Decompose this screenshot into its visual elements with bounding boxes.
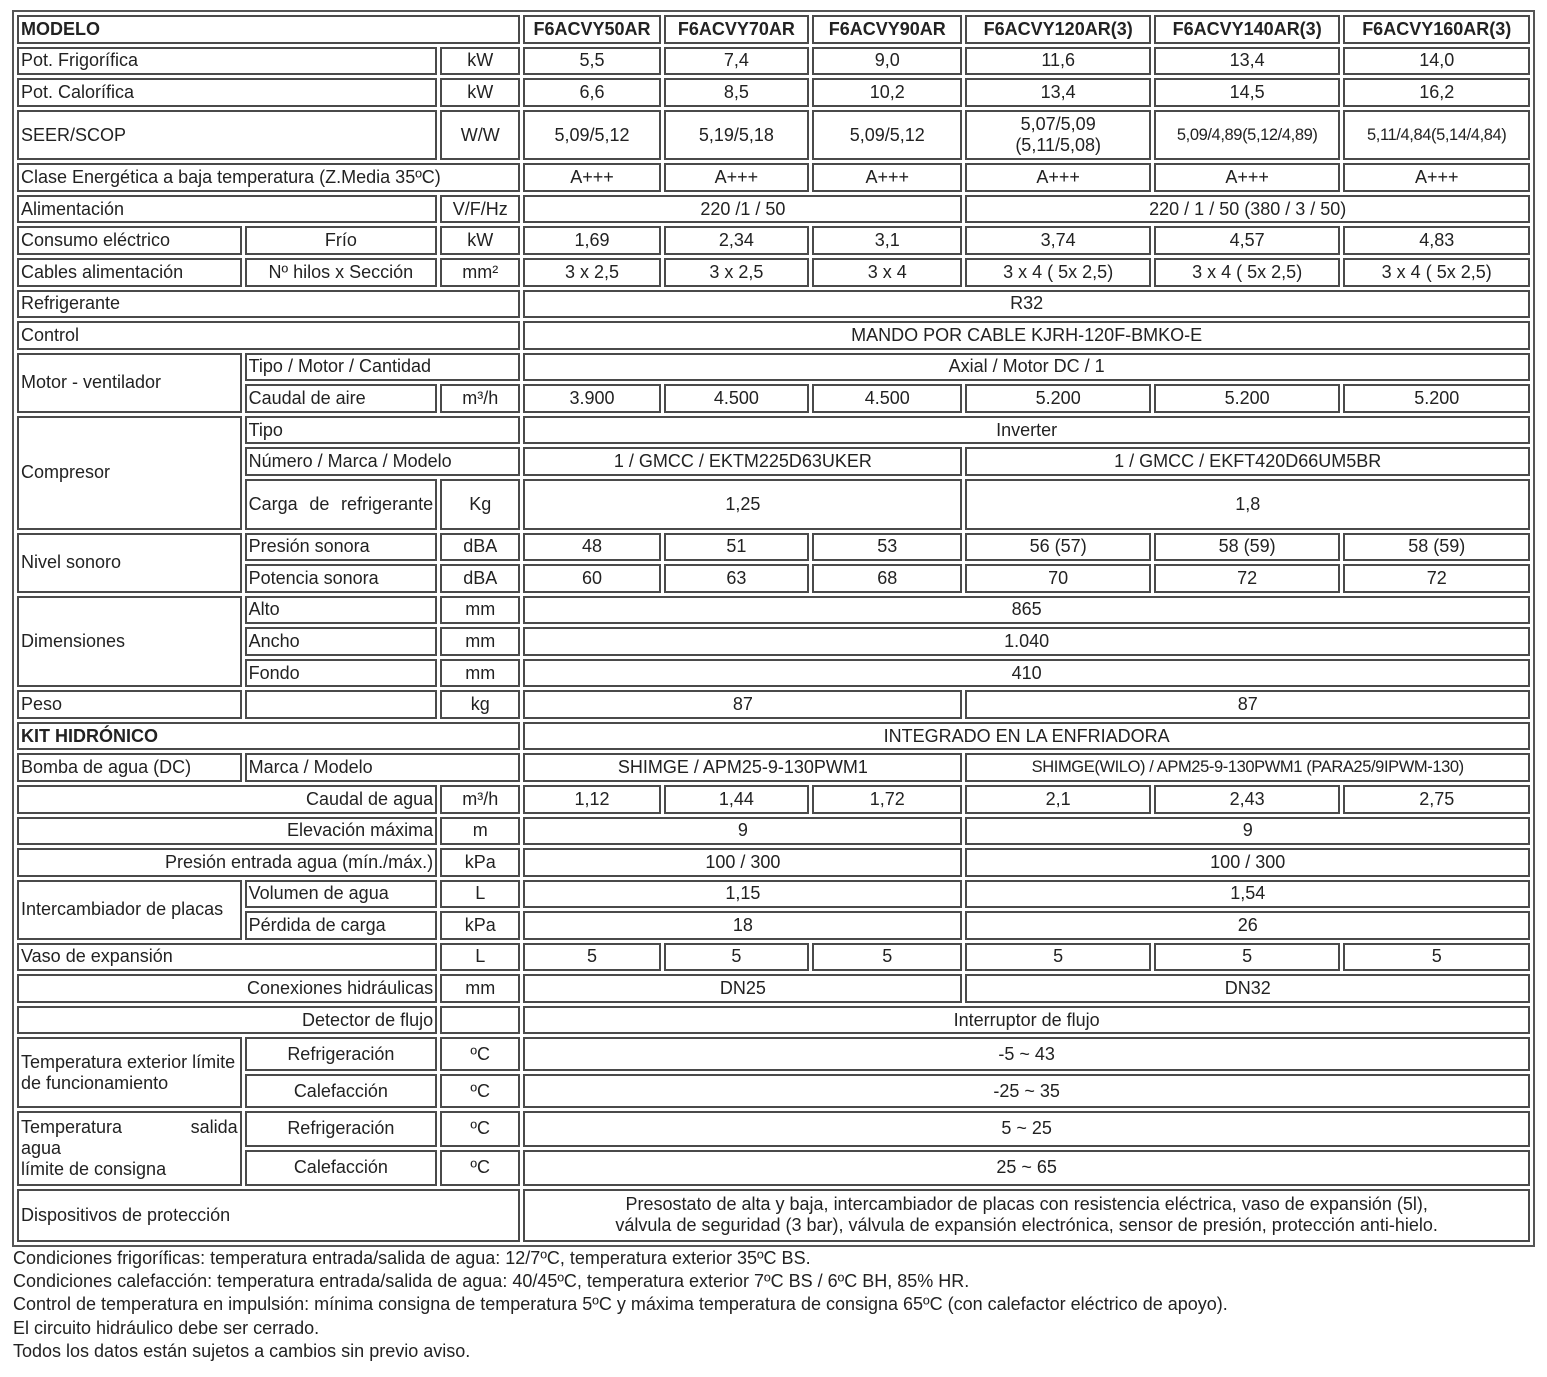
table-row bbox=[17, 226, 1530, 255]
row-unit: ºC bbox=[440, 1037, 520, 1071]
row-unit: mm bbox=[440, 596, 520, 625]
row-label: Vaso de expansión bbox=[17, 943, 437, 972]
table-cell: A+++ bbox=[1154, 163, 1341, 192]
table-cell: 70 bbox=[965, 564, 1150, 593]
row-unit: W/W bbox=[440, 110, 520, 161]
table-row bbox=[17, 321, 1530, 350]
table-cell: 865 bbox=[523, 596, 1530, 625]
table-cell: 48 bbox=[523, 533, 660, 562]
table-row bbox=[17, 880, 1530, 909]
table-cell: 53 bbox=[812, 533, 962, 562]
table-row bbox=[17, 290, 1530, 319]
table-cell: 1.040 bbox=[523, 627, 1530, 656]
spec-table bbox=[14, 12, 1533, 1245]
table-cell: 5 bbox=[1154, 943, 1341, 972]
model-header-6: F6ACVY160AR(3) bbox=[1343, 15, 1530, 44]
table-cell: A+++ bbox=[1343, 163, 1530, 192]
row-label: Control bbox=[17, 321, 520, 350]
row-sublabel: Refrigeración bbox=[245, 1111, 438, 1147]
table-cell: DN32 bbox=[965, 974, 1530, 1003]
table-cell: 58 (59) bbox=[1154, 533, 1341, 562]
row-unit: ºC bbox=[440, 1150, 520, 1186]
table-cell: 4.500 bbox=[812, 384, 962, 413]
table-row bbox=[17, 564, 1530, 593]
label-part: límite de consigna bbox=[21, 1158, 167, 1179]
table-cell: 1 / GMCC / EKTM225D63UKER bbox=[523, 447, 962, 476]
table-cell: 1,69 bbox=[523, 226, 660, 255]
table-cell: 3 x 4 ( 5x 2,5) bbox=[1154, 258, 1341, 287]
table-row bbox=[17, 659, 1530, 688]
table-cell: 5,11/4,84(5,14/4,84) bbox=[1343, 110, 1530, 161]
row-sublabel: Tipo bbox=[245, 416, 521, 445]
table-cell: 1,44 bbox=[664, 785, 809, 814]
row-label: Compresor bbox=[17, 416, 242, 530]
row-unit: mm bbox=[440, 974, 520, 1003]
table-cell: 4,57 bbox=[1154, 226, 1341, 255]
row-unit: kPa bbox=[440, 911, 520, 940]
table-cell: -5 ~ 43 bbox=[523, 1037, 1530, 1071]
table-cell: -25 ~ 35 bbox=[523, 1074, 1530, 1108]
table-cell: 2,34 bbox=[664, 226, 809, 255]
header-label: MODELO bbox=[17, 15, 520, 44]
table-cell: 9,0 bbox=[812, 47, 962, 76]
table-cell: 16,2 bbox=[1343, 78, 1530, 107]
row-unit: kW bbox=[440, 78, 520, 107]
row-label: Dimensiones bbox=[17, 596, 242, 688]
row-label: Clase Energética a baja temperatura (Z.Media 35ºC) bbox=[17, 163, 520, 192]
seer-value-line1: 5,07/5,09 bbox=[1020, 114, 1096, 135]
row-unit: V/F/Hz bbox=[440, 195, 520, 224]
table-cell: 3 x 4 ( 5x 2,5) bbox=[965, 258, 1150, 287]
table-cell: 2,75 bbox=[1343, 785, 1530, 814]
row-label: Presión entrada agua (mín./máx.) bbox=[17, 848, 437, 877]
table-row bbox=[17, 1037, 1530, 1071]
row-label: Pot. Frigorífica bbox=[17, 47, 437, 76]
table-cell: 5,5 bbox=[523, 47, 660, 76]
row-label: Alimentación bbox=[17, 195, 437, 224]
table-cell: 72 bbox=[1154, 564, 1341, 593]
table-cell: 10,2 bbox=[812, 78, 962, 107]
row-label: Nivel sonoro bbox=[17, 533, 242, 593]
header-row bbox=[17, 15, 1530, 44]
table-cell: A+++ bbox=[965, 163, 1150, 192]
table-cell: 18 bbox=[523, 911, 962, 940]
row-unit: kW bbox=[440, 47, 520, 76]
footnotes bbox=[13, 1247, 1533, 1363]
row-label: Motor - ventilador bbox=[17, 353, 242, 413]
row-sublabel: Marca / Modelo bbox=[245, 753, 521, 782]
table-cell: 56 (57) bbox=[965, 533, 1150, 562]
table-cell: 3 x 4 bbox=[812, 258, 962, 287]
table-cell: 100 / 300 bbox=[523, 848, 962, 877]
table-row bbox=[17, 479, 1530, 530]
label-part: Temperatura bbox=[21, 1116, 123, 1137]
row-label: Dispositivos de protección bbox=[17, 1189, 520, 1242]
table-row bbox=[17, 416, 1530, 445]
table-cell: 3 x 2,5 bbox=[664, 258, 809, 287]
row-sublabel: Tipo / Motor / Cantidad bbox=[245, 353, 521, 382]
row-label: Conexiones hidráulicas bbox=[17, 974, 437, 1003]
table-cell: INTEGRADO EN LA ENFRIADORA bbox=[523, 722, 1530, 751]
row-unit: mm bbox=[440, 659, 520, 688]
table-cell: 3,74 bbox=[965, 226, 1150, 255]
footnote: El circuito hidráulico debe ser cerrado. bbox=[13, 1317, 320, 1338]
row-unit: Kg bbox=[440, 479, 520, 530]
row-unit: ºC bbox=[440, 1074, 520, 1108]
row-sublabel: Refrigeración bbox=[245, 1037, 438, 1071]
table-row bbox=[17, 78, 1530, 107]
table-cell: A+++ bbox=[523, 163, 660, 192]
row-label: Peso bbox=[17, 690, 242, 719]
table-cell: 4.500 bbox=[664, 384, 809, 413]
row-unit: mm bbox=[440, 627, 520, 656]
table-cell: 2,43 bbox=[1154, 785, 1341, 814]
table-cell: 5 bbox=[812, 943, 962, 972]
row-unit: dBA bbox=[440, 564, 520, 593]
row-unit: kW bbox=[440, 226, 520, 255]
table-row bbox=[17, 1074, 1530, 1108]
row-unit: kg bbox=[440, 690, 520, 719]
label-part: salida bbox=[190, 1116, 238, 1137]
table-cell: 5 bbox=[1343, 943, 1530, 972]
table-cell: 5.200 bbox=[1154, 384, 1341, 413]
table-cell: 5,19/5,18 bbox=[664, 110, 809, 161]
model-header-1: F6ACVY50AR bbox=[523, 15, 660, 44]
table-row bbox=[17, 533, 1530, 562]
table-cell: 1,12 bbox=[523, 785, 660, 814]
table-cell: 25 ~ 65 bbox=[523, 1150, 1530, 1186]
table-row bbox=[17, 722, 1530, 751]
row-sublabel: Número / Marca / Modelo bbox=[245, 447, 521, 476]
table-cell: 2,1 bbox=[965, 785, 1150, 814]
table-cell: 220 /1 / 50 bbox=[523, 195, 962, 224]
table-cell: A+++ bbox=[664, 163, 809, 192]
table-row bbox=[17, 110, 1530, 161]
table-cell: 220 / 1 / 50 (380 / 3 / 50) bbox=[965, 195, 1530, 224]
footnote: Control de temperatura en impulsión: mínima consigna de temperatura 5ºC y máxima temperatura de consigna 65ºC (con calefactor eléctrico de apoyo). bbox=[13, 1294, 1228, 1315]
table-cell bbox=[965, 110, 1150, 161]
table-cell: 1,54 bbox=[965, 880, 1530, 909]
table-cell: 1,15 bbox=[523, 880, 962, 909]
table-cell: 5,09/5,12 bbox=[812, 110, 962, 161]
table-cell: A+++ bbox=[812, 163, 962, 192]
table-cell: 5.200 bbox=[1343, 384, 1530, 413]
section-title: KIT HIDRÓNICO bbox=[17, 722, 520, 751]
table-row bbox=[17, 785, 1530, 814]
seer-value-line2: (5,11/5,08) bbox=[1015, 135, 1102, 156]
row-label: Caudal de agua bbox=[17, 785, 437, 814]
row-sublabel: Calefacción bbox=[245, 1150, 438, 1186]
table-row bbox=[17, 258, 1530, 287]
table-row bbox=[17, 974, 1530, 1003]
model-header-3: F6ACVY90AR bbox=[812, 15, 962, 44]
table-cell: 3.900 bbox=[523, 384, 660, 413]
row-unit: mm² bbox=[440, 258, 520, 287]
row-sublabel: Ancho bbox=[245, 627, 438, 656]
table-cell bbox=[523, 1189, 1530, 1242]
table-cell: 5 bbox=[664, 943, 809, 972]
table-row bbox=[17, 47, 1530, 76]
row-sublabel: Calefacción bbox=[245, 1074, 438, 1108]
row-label bbox=[17, 1111, 242, 1186]
table-row bbox=[17, 817, 1530, 846]
footnote: Todos los datos están sujetos a cambios sin previo aviso. bbox=[13, 1340, 471, 1361]
table-cell: 58 (59) bbox=[1343, 533, 1530, 562]
table-row bbox=[17, 384, 1530, 413]
table-row bbox=[17, 596, 1530, 625]
table-cell: 100 / 300 bbox=[965, 848, 1530, 877]
row-sublabel: Presión sonora bbox=[245, 533, 438, 562]
row-unit: m³/h bbox=[440, 785, 520, 814]
table-row bbox=[17, 848, 1530, 877]
table-cell: 3 x 4 ( 5x 2,5) bbox=[1343, 258, 1530, 287]
footnote: Condiciones calefacción: temperatura entrada/salida de agua: 40/45ºC, temperatura exterior 7ºC BS / 6ºC BH, 85% HR. bbox=[13, 1271, 970, 1292]
row-label: Temperatura exterior límite de funcionamiento bbox=[17, 1037, 242, 1108]
row-unit: m³/h bbox=[440, 384, 520, 413]
row-sublabel: Alto bbox=[245, 596, 438, 625]
table-cell: 26 bbox=[965, 911, 1530, 940]
table-cell: 13,4 bbox=[1154, 47, 1341, 76]
row-label: SEER/SCOP bbox=[17, 110, 437, 161]
table-cell: 3,1 bbox=[812, 226, 962, 255]
table-row bbox=[17, 1150, 1530, 1186]
row-label: Bomba de agua (DC) bbox=[17, 753, 242, 782]
table-cell: 1 / GMCC / EKFT420D66UM5BR bbox=[965, 447, 1530, 476]
table-row bbox=[17, 163, 1530, 192]
table-cell: 87 bbox=[965, 690, 1530, 719]
table-cell: 87 bbox=[523, 690, 962, 719]
table-cell: 1,25 bbox=[523, 479, 962, 530]
model-header-5: F6ACVY140AR(3) bbox=[1154, 15, 1341, 44]
table-row bbox=[17, 627, 1530, 656]
table-cell: 5 bbox=[965, 943, 1150, 972]
footnote: Condiciones frigoríficas: temperatura entrada/salida de agua: 12/7ºC, temperatura exterior 35ºC BS. bbox=[13, 1248, 811, 1268]
table-row bbox=[17, 353, 1530, 382]
row-label: Consumo eléctrico bbox=[17, 226, 242, 255]
table-cell: 72 bbox=[1343, 564, 1530, 593]
table-cell: 60 bbox=[523, 564, 660, 593]
table-cell: 1,8 bbox=[965, 479, 1530, 530]
model-header-4: F6ACVY120AR(3) bbox=[965, 15, 1150, 44]
row-sublabel: Fondo bbox=[245, 659, 438, 688]
empty-cell bbox=[440, 1006, 520, 1035]
table-cell: 4,83 bbox=[1343, 226, 1530, 255]
row-unit: m bbox=[440, 817, 520, 846]
table-cell: 5,09/5,12 bbox=[523, 110, 660, 161]
table-cell: 5 ~ 25 bbox=[523, 1111, 1530, 1147]
protection-line-1: Presostato de alta y baja, intercambiador de placas con resistencia eléctrica, vaso de expansión (5l), bbox=[625, 1194, 1428, 1215]
table-cell: Inverter bbox=[523, 416, 1530, 445]
row-unit: L bbox=[440, 880, 520, 909]
table-cell: 51 bbox=[664, 533, 809, 562]
table-cell: 6,6 bbox=[523, 78, 660, 107]
table-cell: 7,4 bbox=[664, 47, 809, 76]
table-cell: DN25 bbox=[523, 974, 962, 1003]
row-sublabel: Nº hilos x Sección bbox=[245, 258, 438, 287]
table-row bbox=[17, 1111, 1530, 1147]
model-header-2: F6ACVY70AR bbox=[664, 15, 809, 44]
table-row bbox=[17, 195, 1530, 224]
protection-line-2: válvula de seguridad (3 bar), válvula de expansión electrónica, sensor de presión, protección anti-hielo. bbox=[615, 1215, 1438, 1236]
table-row bbox=[17, 943, 1530, 972]
table-cell: 14,5 bbox=[1154, 78, 1341, 107]
table-cell: 3 x 2,5 bbox=[523, 258, 660, 287]
row-label: Intercambiador de placas bbox=[17, 880, 242, 940]
row-sublabel: Pérdida de carga bbox=[245, 911, 438, 940]
table-cell: 8,5 bbox=[664, 78, 809, 107]
table-row bbox=[17, 1006, 1530, 1035]
row-unit: dBA bbox=[440, 533, 520, 562]
table-cell: 13,4 bbox=[965, 78, 1150, 107]
row-unit: ºC bbox=[440, 1111, 520, 1147]
table-cell: 63 bbox=[664, 564, 809, 593]
row-unit: L bbox=[440, 943, 520, 972]
table-row bbox=[17, 753, 1530, 782]
row-sublabel: Potencia sonora bbox=[245, 564, 438, 593]
row-sublabel: Volumen de agua bbox=[245, 880, 438, 909]
table-cell: 68 bbox=[812, 564, 962, 593]
table-cell: 9 bbox=[965, 817, 1530, 846]
row-label: Detector de flujo bbox=[17, 1006, 437, 1035]
table-cell: R32 bbox=[523, 290, 1530, 319]
table-cell: 5 bbox=[523, 943, 660, 972]
row-label: Pot. Calorífica bbox=[17, 78, 437, 107]
row-label: Cables alimentación bbox=[17, 258, 242, 287]
row-sublabel: Carga de refrigerante bbox=[245, 479, 438, 530]
table-cell: Interruptor de flujo bbox=[523, 1006, 1530, 1035]
row-unit: kPa bbox=[440, 848, 520, 877]
label-part: agua bbox=[21, 1137, 62, 1158]
table-cell: Axial / Motor DC / 1 bbox=[523, 353, 1530, 382]
table-row bbox=[17, 1189, 1530, 1242]
table-cell: 5.200 bbox=[965, 384, 1150, 413]
empty-cell bbox=[245, 690, 438, 719]
row-label: Elevación máxima bbox=[17, 817, 437, 846]
row-sublabel: Caudal de aire bbox=[245, 384, 438, 413]
table-cell: MANDO POR CABLE KJRH-120F-BMKO-E bbox=[523, 321, 1530, 350]
row-sublabel: Frío bbox=[245, 226, 438, 255]
table-cell: SHIMGE(WILO) / APM25-9-130PWM1 (PARA25/9IPWM-130) bbox=[965, 753, 1530, 782]
row-label: Refrigerante bbox=[17, 290, 520, 319]
table-row bbox=[17, 911, 1530, 940]
table-cell: 11,6 bbox=[965, 47, 1150, 76]
table-cell: 14,0 bbox=[1343, 47, 1530, 76]
table-cell: SHIMGE / APM25-9-130PWM1 bbox=[523, 753, 962, 782]
table-cell: 5,09/4,89(5,12/4,89) bbox=[1154, 110, 1341, 161]
table-cell: 410 bbox=[523, 659, 1530, 688]
table-row bbox=[17, 447, 1530, 476]
table-cell: 9 bbox=[523, 817, 962, 846]
table-row bbox=[17, 690, 1530, 719]
table-cell: 1,72 bbox=[812, 785, 962, 814]
